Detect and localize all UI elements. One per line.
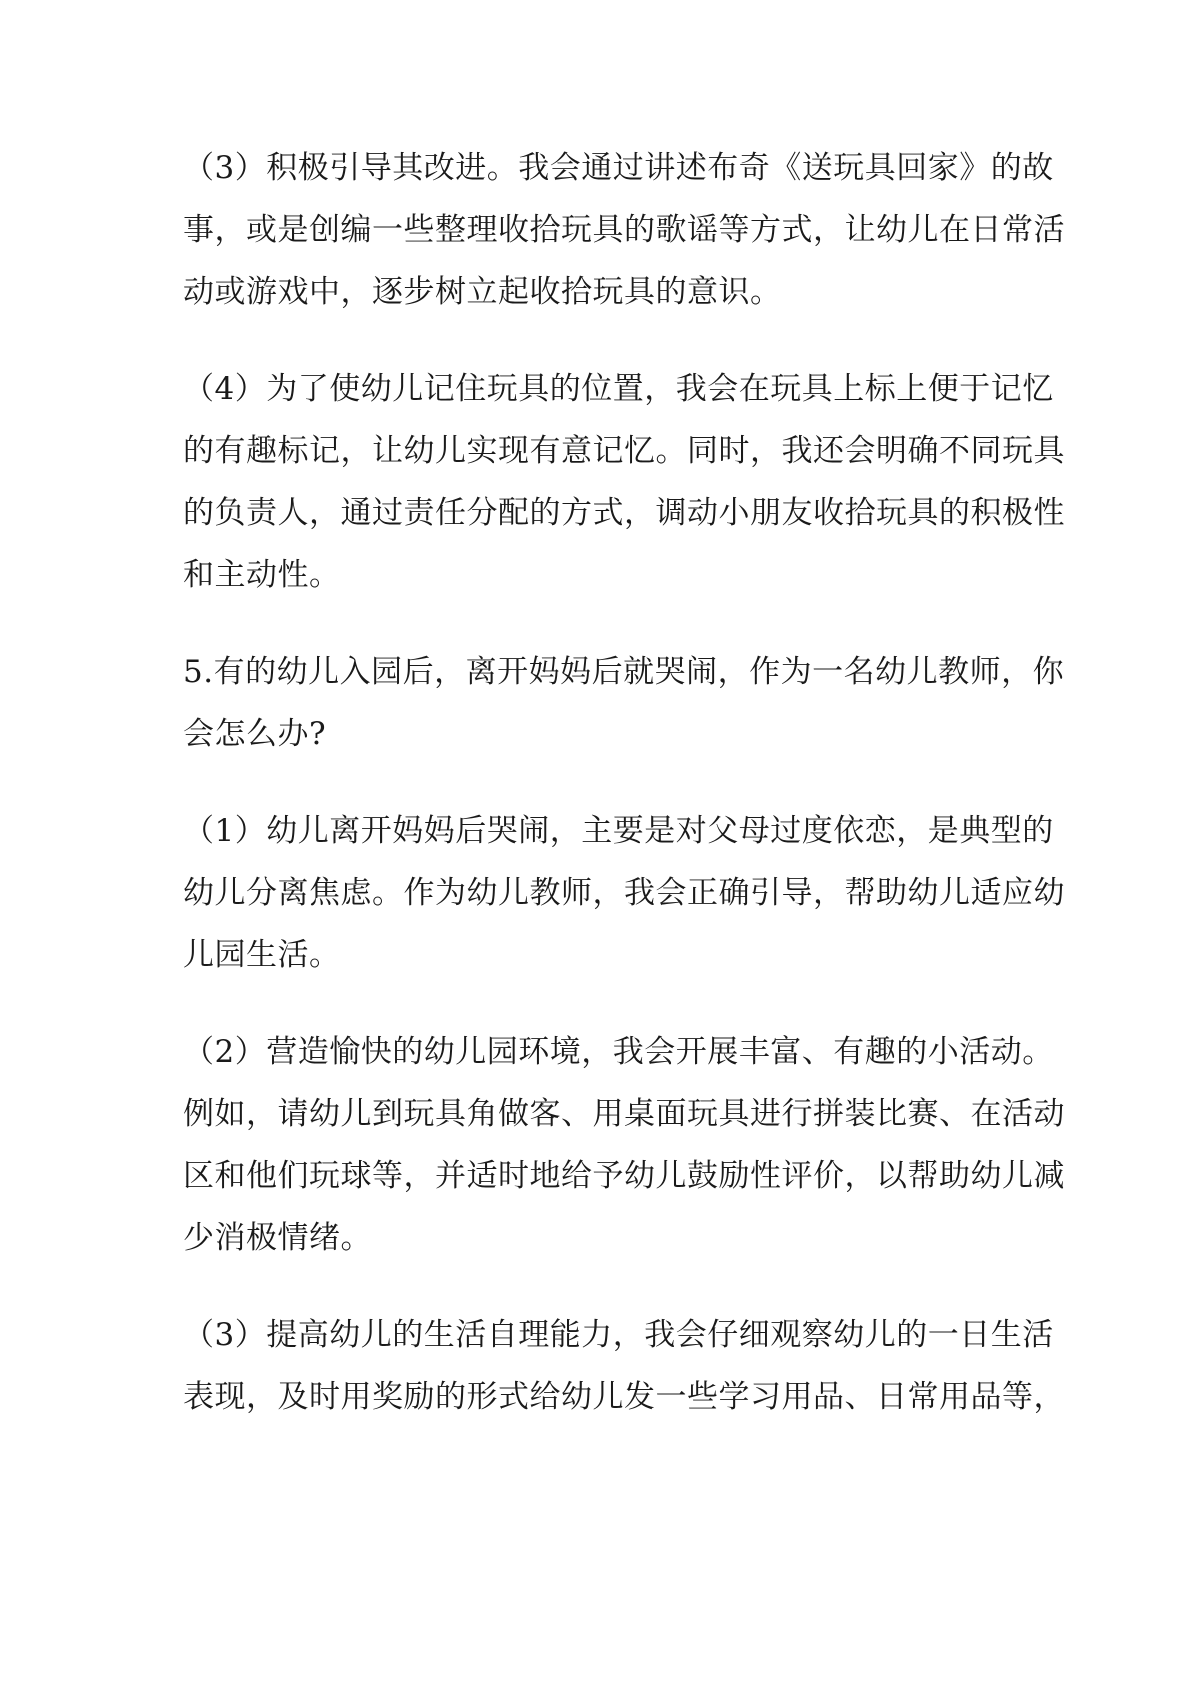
text-line: 少消极情绪。 [183, 1220, 372, 1256]
text-line: 表现，及时用奖励的形式给幼儿发一些学习用品、日常用品等， [183, 1379, 1065, 1415]
text-line: （4）为了使幼儿记住玩具的位置，我会在玩具上标上便于记忆 [183, 371, 1054, 407]
text-line: （3）提高幼儿的生活自理能力，我会仔细观察幼儿的一日生活 [183, 1317, 1054, 1353]
text-line: 和主动性。 [183, 557, 341, 593]
text-line: 的有趣标记，让幼儿实现有意记忆。同时，我还会明确不同玩具 [183, 433, 1065, 469]
text-line: （3）积极引导其改进。我会通过讲述布奇《送玩具回家》的故 [183, 150, 1054, 186]
text-line: （2）营造愉快的幼儿园环境，我会开展丰富、有趣的小活动。 [183, 1034, 1054, 1070]
text-line: 例如，请幼儿到玩具角做客、用桌面玩具进行拼装比赛、在活动 [183, 1096, 1065, 1132]
text-line: 幼儿分离焦虑。作为幼儿教师，我会正确引导，帮助幼儿适应幼 [183, 875, 1065, 911]
question-line: 会怎么办? [183, 716, 327, 752]
text-line: 儿园生活。 [183, 937, 341, 973]
text-line: （1）幼儿离开妈妈后哭闹，主要是对父母过度依恋，是典型的 [183, 813, 1054, 849]
text-line: 动或游戏中，逐步树立起收拾玩具的意识。 [183, 274, 782, 310]
text-line: 事，或是创编一些整理收拾玩具的歌谣等方式，让幼儿在日常活 [183, 212, 1065, 248]
text-line: 的负责人，通过责任分配的方式，调动小朋友收拾玩具的积极性 [183, 495, 1065, 531]
text-line: 区和他们玩球等，并适时地给予幼儿鼓励性评价，以帮助幼儿减 [183, 1158, 1065, 1194]
question-line: 5.有的幼儿入园后，离开妈妈后就哭闹，作为一名幼儿教师，你 [183, 654, 1065, 690]
